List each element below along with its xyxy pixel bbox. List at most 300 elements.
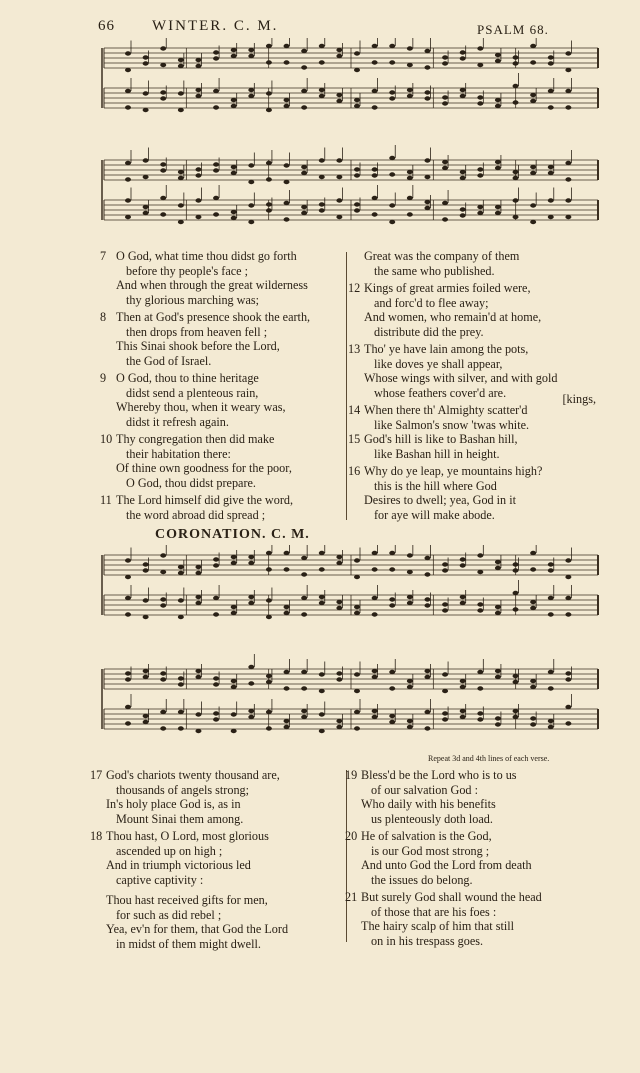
- note: [530, 171, 536, 175]
- note: [231, 605, 237, 609]
- note: [231, 54, 237, 58]
- note: [213, 162, 219, 166]
- note: [495, 675, 501, 679]
- note: [231, 611, 237, 615]
- note: [389, 670, 395, 674]
- note: [460, 563, 466, 567]
- note: [248, 561, 254, 565]
- note: [178, 726, 184, 730]
- verse-text: Kings of great armies foiled were,: [364, 281, 531, 295]
- note: [125, 68, 131, 72]
- verse: [100, 371, 346, 429]
- note: [319, 712, 325, 716]
- verses-column-left-top: [100, 249, 346, 522]
- note: [495, 605, 501, 609]
- note: [178, 676, 184, 680]
- verse: [348, 281, 608, 339]
- note: [354, 672, 360, 676]
- note: [442, 160, 448, 164]
- note: [160, 570, 166, 574]
- verse: [90, 768, 344, 826]
- note: [565, 612, 571, 616]
- note: [495, 611, 501, 615]
- note: [301, 670, 307, 674]
- note: [125, 177, 131, 181]
- note: [160, 46, 166, 50]
- note: [143, 568, 149, 572]
- note: [407, 570, 413, 574]
- note: [424, 710, 430, 714]
- note: [372, 715, 378, 719]
- note: [195, 712, 201, 716]
- note: [530, 220, 536, 224]
- note: [301, 171, 307, 175]
- note: [477, 608, 483, 612]
- note: [513, 715, 519, 719]
- verse: [348, 342, 608, 406]
- note: [548, 171, 554, 175]
- note: [319, 672, 325, 676]
- note: [565, 177, 571, 181]
- note: [284, 719, 290, 723]
- note: [495, 160, 501, 164]
- verse-line: Mount Sinai them among.: [116, 811, 244, 826]
- verse-line: before thy people's face ;: [126, 263, 248, 278]
- note: [160, 96, 166, 100]
- music-score-winter: [98, 38, 604, 248]
- note: [372, 612, 378, 616]
- verse: [100, 310, 346, 368]
- note: [495, 560, 501, 564]
- tune-title-winter: WINTER. C. M.: [152, 18, 279, 34]
- note: [477, 602, 483, 606]
- note: [301, 686, 307, 690]
- verse-line: [348, 342, 608, 357]
- verse-text: God's hill is like to Bashan hill,: [364, 432, 518, 446]
- note: [530, 165, 536, 169]
- verse-line: the word abroad did spread ;: [126, 507, 266, 522]
- verse-line: for aye will make abode.: [374, 507, 495, 522]
- note: [477, 167, 483, 171]
- note: [301, 572, 307, 576]
- note: [495, 98, 501, 102]
- verse-aside: [kings,: [562, 392, 596, 406]
- note: [513, 607, 519, 611]
- note: [143, 205, 149, 209]
- note: [319, 44, 325, 48]
- note: [143, 158, 149, 162]
- note: [284, 180, 290, 184]
- note: [178, 598, 184, 602]
- note: [195, 571, 201, 575]
- note: [530, 722, 536, 726]
- note: [389, 172, 395, 176]
- note: [495, 669, 501, 673]
- note: [125, 705, 131, 709]
- note: [213, 682, 219, 686]
- note: [354, 104, 360, 108]
- note: [284, 551, 290, 555]
- verse-line: Of thine own goodness for the poor,: [116, 461, 292, 475]
- note: [530, 99, 536, 103]
- verse-text: Then at God's presence shook the earth,: [116, 310, 311, 324]
- note: [477, 63, 483, 67]
- note: [213, 711, 219, 715]
- verse: [348, 432, 608, 461]
- note: [442, 61, 448, 65]
- note: [442, 568, 448, 572]
- note: [213, 105, 219, 109]
- note: [284, 611, 290, 615]
- note: [284, 163, 290, 167]
- note: [284, 725, 290, 729]
- note: [336, 198, 342, 202]
- note: [372, 551, 378, 555]
- note: [424, 597, 430, 601]
- verse-line: Who daily with his benefits: [361, 797, 496, 811]
- verse-line: O God, thou didst prepare.: [126, 475, 256, 490]
- verse-line: whose feathers cover'd are.: [374, 385, 507, 400]
- verse-line: [90, 893, 344, 908]
- verse-text: Thou hast received gifts for men,: [106, 893, 268, 907]
- note: [372, 567, 378, 571]
- note: [336, 725, 342, 729]
- note: [530, 679, 536, 683]
- note: [495, 53, 501, 57]
- verse-line: And unto God the Lord from death: [361, 858, 532, 872]
- note: [336, 555, 342, 559]
- note: [266, 60, 272, 64]
- note: [284, 686, 290, 690]
- note: [372, 709, 378, 713]
- note: [178, 571, 184, 575]
- note: [477, 173, 483, 177]
- note: [301, 105, 307, 109]
- note: [548, 562, 554, 566]
- note: [548, 719, 554, 723]
- verse-line: like Salmon's snow 'twas white.: [374, 417, 530, 432]
- note: [513, 84, 519, 88]
- note: [389, 60, 395, 64]
- note: [530, 567, 536, 571]
- note: [513, 680, 519, 684]
- note: [301, 211, 307, 215]
- note: [248, 665, 254, 669]
- verse-text: O God, thou to thine heritage: [116, 371, 259, 385]
- note: [565, 161, 571, 165]
- note: [178, 682, 184, 686]
- note: [195, 64, 201, 68]
- verse-line: [345, 829, 605, 844]
- note: [424, 206, 430, 210]
- note: [495, 722, 501, 726]
- note: [565, 677, 571, 681]
- note: [336, 54, 342, 58]
- note: [213, 50, 219, 54]
- note: [319, 551, 325, 555]
- verse-line: [100, 371, 346, 386]
- note: [495, 716, 501, 720]
- note: [548, 215, 554, 219]
- note: [178, 220, 184, 224]
- note: [407, 212, 413, 216]
- note: [143, 55, 149, 59]
- note: [565, 215, 571, 219]
- verse-line: ascended up on high ;: [116, 843, 223, 858]
- note: [442, 101, 448, 105]
- note: [442, 166, 448, 170]
- note: [460, 685, 466, 689]
- note: [460, 601, 466, 605]
- note: [372, 596, 378, 600]
- note: [548, 165, 554, 169]
- note: [407, 63, 413, 67]
- note: [143, 669, 149, 673]
- verse-number: 21: [345, 890, 358, 904]
- note: [389, 597, 395, 601]
- note: [372, 44, 378, 48]
- note: [143, 211, 149, 215]
- repeat-note: Repeat 3d and 4th lines of each verse.: [428, 754, 550, 763]
- note: [266, 551, 272, 555]
- note: [248, 715, 254, 719]
- note: [319, 94, 325, 98]
- verse-number: 13: [348, 342, 361, 356]
- note: [442, 217, 448, 221]
- verse-line: [100, 432, 346, 447]
- note: [125, 575, 131, 579]
- note: [178, 615, 184, 619]
- note: [248, 88, 254, 92]
- note: [513, 198, 519, 202]
- note: [160, 90, 166, 94]
- note: [548, 61, 554, 65]
- note: [248, 220, 254, 224]
- verses-column-left-bottom: [90, 768, 344, 951]
- note: [354, 726, 360, 730]
- verse-text: Bless'd be the Lord who is to us: [361, 768, 517, 782]
- note: [231, 210, 237, 214]
- note: [213, 56, 219, 60]
- note: [266, 726, 272, 730]
- note: [160, 553, 166, 557]
- verses-column-right-bottom: [345, 768, 605, 948]
- verse-line: on in his trespass goes.: [371, 933, 484, 948]
- note: [354, 605, 360, 609]
- note: [407, 88, 413, 92]
- note: [301, 49, 307, 53]
- note: [178, 176, 184, 180]
- note: [266, 674, 272, 678]
- verse-line: the same who published.: [374, 263, 495, 278]
- note: [530, 203, 536, 207]
- note: [213, 196, 219, 200]
- note: [424, 603, 430, 607]
- note: [513, 55, 519, 59]
- note: [301, 165, 307, 169]
- verse-line: And when through the great wilderness: [116, 278, 308, 292]
- note: [530, 606, 536, 610]
- note: [160, 162, 166, 166]
- note: [530, 93, 536, 97]
- note: [143, 714, 149, 718]
- note: [407, 595, 413, 599]
- verse-line: then drops from heaven fell ;: [126, 324, 268, 339]
- verse-line: [90, 829, 344, 844]
- note: [319, 208, 325, 212]
- note: [319, 729, 325, 733]
- note: [248, 94, 254, 98]
- note: [160, 63, 166, 67]
- note: [266, 615, 272, 619]
- note: [125, 558, 131, 562]
- note: [354, 202, 360, 206]
- note: [231, 685, 237, 689]
- verse-line: captive captivity :: [116, 872, 204, 887]
- note: [284, 60, 290, 64]
- note: [354, 611, 360, 615]
- verse-text: When there th' Almighty scatter'd: [364, 403, 528, 417]
- note: [248, 595, 254, 599]
- note: [513, 568, 519, 572]
- note: [213, 557, 219, 561]
- note: [354, 208, 360, 212]
- note: [143, 91, 149, 95]
- note: [284, 201, 290, 205]
- note: [143, 615, 149, 619]
- note: [442, 689, 448, 693]
- note: [389, 90, 395, 94]
- verse-text: He of salvation is the God,: [361, 829, 492, 843]
- note: [213, 563, 219, 567]
- verse-line: of those that are his foes :: [371, 904, 497, 919]
- note: [284, 567, 290, 571]
- verse-number: 11: [100, 493, 112, 507]
- note: [442, 95, 448, 99]
- note: [195, 94, 201, 98]
- note: [266, 598, 272, 602]
- note: [178, 565, 184, 569]
- verse-text: Tho' ye have lain among the pots,: [364, 342, 529, 356]
- note: [460, 170, 466, 174]
- verse-line: And women, who remain'd at home,: [364, 310, 542, 324]
- note: [336, 48, 342, 52]
- note: [407, 679, 413, 683]
- note: [160, 677, 166, 681]
- note: [477, 46, 483, 50]
- note: [248, 709, 254, 713]
- note: [513, 591, 519, 595]
- verse-number: 9: [100, 371, 107, 385]
- note: [460, 56, 466, 60]
- note: [125, 721, 131, 725]
- note: [513, 100, 519, 104]
- note: [548, 55, 554, 59]
- note: [195, 58, 201, 62]
- note: [266, 161, 272, 165]
- verse-line: didst send a plenteous rain,: [126, 385, 259, 400]
- note: [143, 61, 149, 65]
- note: [248, 681, 254, 685]
- note: [354, 68, 360, 72]
- note: [248, 601, 254, 605]
- verse-line: Desires to dwell; yea, God in it: [364, 493, 516, 507]
- verse-line: [345, 890, 605, 905]
- note: [319, 689, 325, 693]
- note: [407, 601, 413, 605]
- verse-number: 8: [100, 310, 107, 324]
- note: [513, 61, 519, 65]
- note: [442, 562, 448, 566]
- note: [319, 202, 325, 206]
- note: [372, 675, 378, 679]
- note: [195, 565, 201, 569]
- note: [336, 215, 342, 219]
- verse: [348, 464, 608, 522]
- note: [407, 46, 413, 50]
- note: [231, 216, 237, 220]
- note: [266, 202, 272, 206]
- note: [231, 712, 237, 716]
- note: [372, 60, 378, 64]
- verse-line: [100, 249, 346, 264]
- note: [477, 101, 483, 105]
- note: [301, 709, 307, 713]
- verse-line: Whose wings with silver, and with gold: [364, 371, 558, 385]
- note: [407, 553, 413, 557]
- note: [231, 679, 237, 683]
- verse-number: 20: [345, 829, 358, 843]
- note: [477, 95, 483, 99]
- note: [248, 54, 254, 58]
- note: [125, 105, 131, 109]
- note: [178, 91, 184, 95]
- note: [231, 555, 237, 559]
- note: [354, 173, 360, 177]
- note: [460, 595, 466, 599]
- note: [389, 567, 395, 571]
- note: [213, 717, 219, 721]
- note: [389, 714, 395, 718]
- verse: [100, 432, 346, 490]
- note: [424, 669, 430, 673]
- note: [266, 567, 272, 571]
- note: [442, 608, 448, 612]
- note: [231, 98, 237, 102]
- note: [301, 89, 307, 93]
- note: [195, 729, 201, 733]
- note: [160, 671, 166, 675]
- note: [213, 212, 219, 216]
- verse-text: Thy congregation then did make: [116, 432, 275, 446]
- note: [143, 720, 149, 724]
- note: [143, 562, 149, 566]
- note: [442, 602, 448, 606]
- note: [460, 213, 466, 217]
- note: [125, 677, 131, 681]
- note: [284, 605, 290, 609]
- note: [513, 562, 519, 566]
- note: [424, 200, 430, 204]
- note: [424, 65, 430, 69]
- note: [213, 612, 219, 616]
- note: [548, 686, 554, 690]
- note: [213, 89, 219, 93]
- verse-number: 18: [90, 829, 103, 843]
- verse-text: Thou hast, O Lord, most glorious: [106, 829, 269, 843]
- note: [565, 105, 571, 109]
- note: [178, 170, 184, 174]
